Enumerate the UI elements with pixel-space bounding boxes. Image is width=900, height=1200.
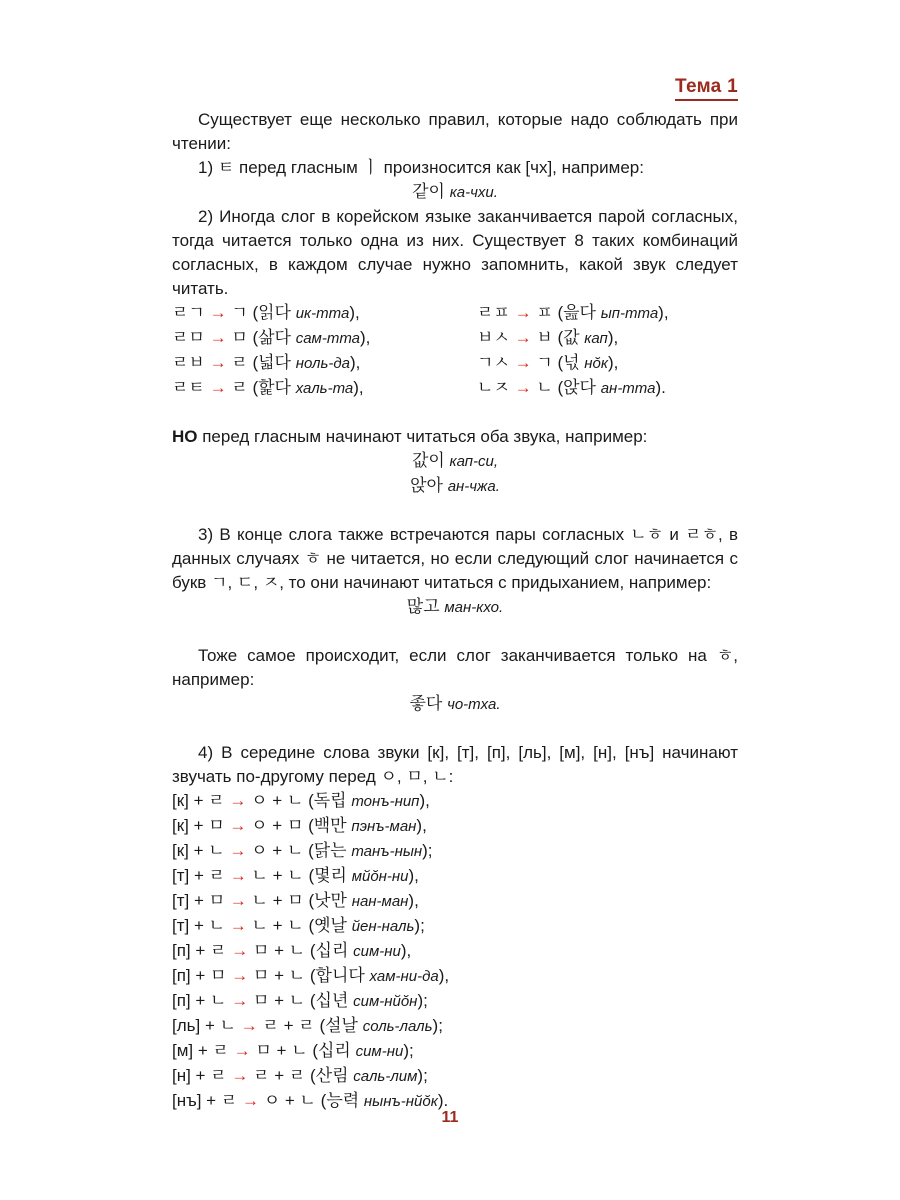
combination-row <box>172 914 738 939</box>
result-and-example: ㅂ (값 <box>536 328 580 347</box>
rule3-example <box>172 595 738 620</box>
source-consonants: [ль] + ㄴ <box>172 1016 237 1035</box>
topic-header: Тема 1 <box>675 76 738 101</box>
example-transcription: сим-ни <box>353 943 401 960</box>
closing-punctuation: ), <box>408 866 419 885</box>
example-transcription: хам-ни-да <box>369 968 439 985</box>
result-and-example: ㅁ (삶다 <box>231 328 291 347</box>
combination-row <box>172 789 738 814</box>
example-transcription: кап-си, <box>449 453 499 470</box>
result-and-example: ㅁ + ㄴ (십년 <box>252 991 349 1010</box>
intro-paragraph: Существует еще несколько правил, которые надо соблюдать при чтении: <box>172 110 738 153</box>
closing-punctuation: ), <box>360 328 371 347</box>
arrow-icon: → <box>229 891 247 910</box>
arrow-icon: → <box>242 1091 259 1110</box>
closing-punctuation: ), <box>349 353 361 372</box>
example-transcription: ып-тта <box>600 305 659 322</box>
result-and-example: ㅁ + ㄴ (십리 <box>252 941 349 960</box>
combination-row <box>172 351 477 376</box>
example-transcription: ан-тта <box>600 380 656 397</box>
rule2-example-1 <box>172 449 738 474</box>
result-and-example: ㅇ + ㄴ (능력 <box>263 1091 360 1110</box>
arrow-icon: → <box>240 1016 258 1035</box>
result-and-example: ㄴ + ㄴ (몇리 <box>251 866 347 885</box>
result-and-example: ㄴ (앉다 <box>536 378 596 397</box>
closing-punctuation: ), <box>438 966 450 985</box>
source-consonants: [м] + ㄹ <box>172 1041 229 1060</box>
closing-punctuation: ); <box>432 1016 443 1035</box>
source-consonants: ㄹㅂ <box>172 353 205 372</box>
assimilation-list <box>172 789 738 1114</box>
rule3b-text: Тоже самое происходит, если слог заканчивается только на ㅎ, например: <box>172 646 738 689</box>
closing-punctuation: ); <box>417 991 428 1010</box>
result-and-example: ㄹ (핥다 <box>231 378 291 397</box>
arrow-icon: → <box>229 791 247 810</box>
closing-punctuation: ), <box>349 303 360 322</box>
source-consonants: [т] + ㄴ <box>172 916 226 935</box>
example-transcription: нан-ман <box>351 893 409 910</box>
closing-punctuation: ), <box>658 303 669 322</box>
result-and-example: ㄴ + ㅁ (낫만 <box>251 891 347 910</box>
source-consonants: [к] + ㄴ <box>172 841 225 860</box>
combination-row <box>172 1014 738 1039</box>
example-transcription: саль-лим <box>353 1068 418 1085</box>
rule1-text: 1) ㅌ перед гласным ㅣ произносится как [чх], например: <box>198 158 644 177</box>
combinations-left-column <box>172 301 477 401</box>
combination-row <box>172 939 738 964</box>
page-content <box>172 108 738 1114</box>
rule2-exception <box>172 425 738 449</box>
source-consonants: ㅂㅅ <box>477 328 510 347</box>
rule3b-example <box>172 692 738 717</box>
example-transcription: ан-чжа. <box>447 478 500 495</box>
combination-row <box>172 814 738 839</box>
arrow-icon: → <box>231 966 249 985</box>
example-transcription: чо-тха. <box>447 696 501 713</box>
source-consonants: ㄱㅅ <box>477 353 510 372</box>
closing-punctuation: ), <box>400 941 412 960</box>
arrow-icon: → <box>231 941 249 960</box>
source-consonants: [п] + ㄹ <box>172 941 227 960</box>
result-and-example: ㄹ + ㄹ (설날 <box>262 1016 358 1035</box>
page-number: 11 <box>441 1109 459 1126</box>
exception-text: перед гласным начинают читаться оба звука, например: <box>197 427 648 446</box>
closing-punctuation: ), <box>416 816 427 835</box>
arrow-icon: → <box>514 353 532 372</box>
source-consonants: ㄹㄱ <box>172 303 205 322</box>
example-transcription: ик-тта <box>295 305 350 322</box>
combination-row <box>477 301 738 326</box>
rule3-text: 3) В конце слога также встречаются пары согласных ㄴㅎ и ㄹㅎ, в данных случаях ㅎ не читается, но если следующий слог начинается с букв ㄱ, ㄷ, ㅈ, то они начинают читаться с придыханием, например: <box>172 525 738 592</box>
arrow-icon: → <box>229 841 247 860</box>
example-korean: 앉아 <box>410 476 443 495</box>
result-and-example: ㄱ (넋 <box>536 353 580 372</box>
consonant-combinations <box>172 301 738 401</box>
example-korean: 많고 <box>406 597 440 616</box>
closing-punctuation: ), <box>607 353 619 372</box>
example-transcription: нŏк <box>584 355 608 372</box>
source-consonants: [к] + ㅁ <box>172 816 225 835</box>
arrow-icon: → <box>209 303 227 322</box>
combination-row <box>172 864 738 889</box>
combination-row <box>477 351 738 376</box>
combination-row <box>172 839 738 864</box>
rule1-example-transcription: ка-чхи. <box>449 184 498 201</box>
result-and-example: ㅇ + ㄴ (독립 <box>251 791 347 810</box>
closing-punctuation: ). <box>655 378 666 397</box>
result-and-example: ㄴ + ㄴ (옛날 <box>251 916 347 935</box>
arrow-icon: → <box>229 866 247 885</box>
arrow-icon: → <box>209 378 227 397</box>
combination-row <box>172 989 738 1014</box>
combination-row <box>172 1039 738 1064</box>
closing-punctuation: ); <box>422 841 433 860</box>
result-and-example: ㄱ (읽다 <box>231 303 291 322</box>
combination-row <box>172 326 477 351</box>
closing-punctuation: ); <box>417 1066 428 1085</box>
source-consonants: ㄴㅈ <box>477 378 510 397</box>
result-and-example: ㅇ + ㄴ (닭는 <box>251 841 347 860</box>
source-consonants: [к] + ㄹ <box>172 791 225 810</box>
result-and-example: ㅇ + ㅁ (백만 <box>251 816 347 835</box>
example-transcription: кап <box>584 330 608 347</box>
exception-keyword: НО <box>172 427 198 446</box>
arrow-icon: → <box>229 816 247 835</box>
rule1-example <box>172 180 738 205</box>
example-transcription: халь-та <box>295 380 354 397</box>
example-transcription: сам-тта <box>295 330 361 347</box>
arrow-icon: → <box>514 378 532 397</box>
source-consonants: [т] + ㄹ <box>172 866 226 885</box>
rule4-text: 4) В середине слова звуки [к], [т], [п], [ль], [м], [н], [нъ] начинают звучать по-другому перед ㅇ, ㅁ, ㄴ: <box>172 743 738 786</box>
source-consonants: [нъ] + ㄹ <box>172 1091 238 1110</box>
combination-row <box>172 1064 738 1089</box>
source-consonants: ㄹㅌ <box>172 378 205 397</box>
closing-punctuation: ); <box>403 1041 414 1060</box>
combination-row <box>172 964 738 989</box>
arrow-icon: → <box>231 991 249 1010</box>
example-transcription: сим-ни <box>355 1043 404 1060</box>
rule2-text: 2) Иногда слог в корейском языке заканчивается парой согласных, тогда читается только одна из них. Существует 8 таких комбинаций согласных, в каждом случае нужно запомнить, какой звук следует читать. <box>172 207 738 298</box>
source-consonants: [п] + ㅁ <box>172 966 227 985</box>
closing-punctuation: ). <box>437 1091 449 1110</box>
source-consonants: [н] + ㄹ <box>172 1066 227 1085</box>
arrow-icon: → <box>514 328 532 347</box>
result-and-example: ㄹ + ㄹ (산림 <box>253 1066 349 1085</box>
source-consonants: [п] + ㄴ <box>172 991 227 1010</box>
example-transcription: мйŏн-ни <box>351 868 409 885</box>
example-transcription: ноль-да <box>295 355 350 372</box>
example-transcription: сим-нйŏн <box>353 993 418 1010</box>
example-transcription: пэнъ-ман <box>351 818 417 835</box>
closing-punctuation: ), <box>419 791 430 810</box>
closing-punctuation: ), <box>408 891 419 910</box>
result-and-example: ㅁ + ㄴ (십리 <box>255 1041 351 1060</box>
source-consonants: ㄹㅍ <box>477 303 510 322</box>
combination-row <box>172 376 477 401</box>
closing-punctuation: ), <box>353 378 364 397</box>
example-transcription: ман-кхо. <box>444 599 504 616</box>
arrow-icon: → <box>233 1041 251 1060</box>
example-transcription: йен-наль <box>351 918 415 935</box>
result-and-example: ㅁ + ㄴ (합니다 <box>252 966 365 985</box>
example-transcription: тонъ-нип <box>351 793 420 810</box>
arrow-icon: → <box>209 328 227 347</box>
arrow-icon: → <box>514 303 532 322</box>
example-transcription: соль-лаль <box>362 1018 433 1035</box>
arrow-icon: → <box>209 353 227 372</box>
combination-row <box>477 376 738 401</box>
closing-punctuation: ), <box>607 328 619 347</box>
arrow-icon: → <box>229 916 247 935</box>
combination-row <box>172 301 477 326</box>
source-consonants: ㄹㅁ <box>172 328 205 347</box>
result-and-example: ㅍ (읊다 <box>536 303 596 322</box>
example-transcription: нынъ-нйŏк <box>363 1093 438 1110</box>
rule1-example-korean: 같이 <box>412 182 445 201</box>
rule2-example-2 <box>172 474 738 499</box>
combination-row <box>477 326 738 351</box>
combinations-right-column <box>477 301 738 401</box>
result-and-example: ㄹ (넓다 <box>231 353 291 372</box>
arrow-icon: → <box>231 1066 249 1085</box>
closing-punctuation: ); <box>414 916 425 935</box>
source-consonants: [т] + ㅁ <box>172 891 226 910</box>
example-korean: 값이 <box>411 451 445 470</box>
example-transcription: танъ-нын <box>351 843 423 860</box>
example-korean: 좋다 <box>409 694 443 713</box>
combination-row <box>172 889 738 914</box>
